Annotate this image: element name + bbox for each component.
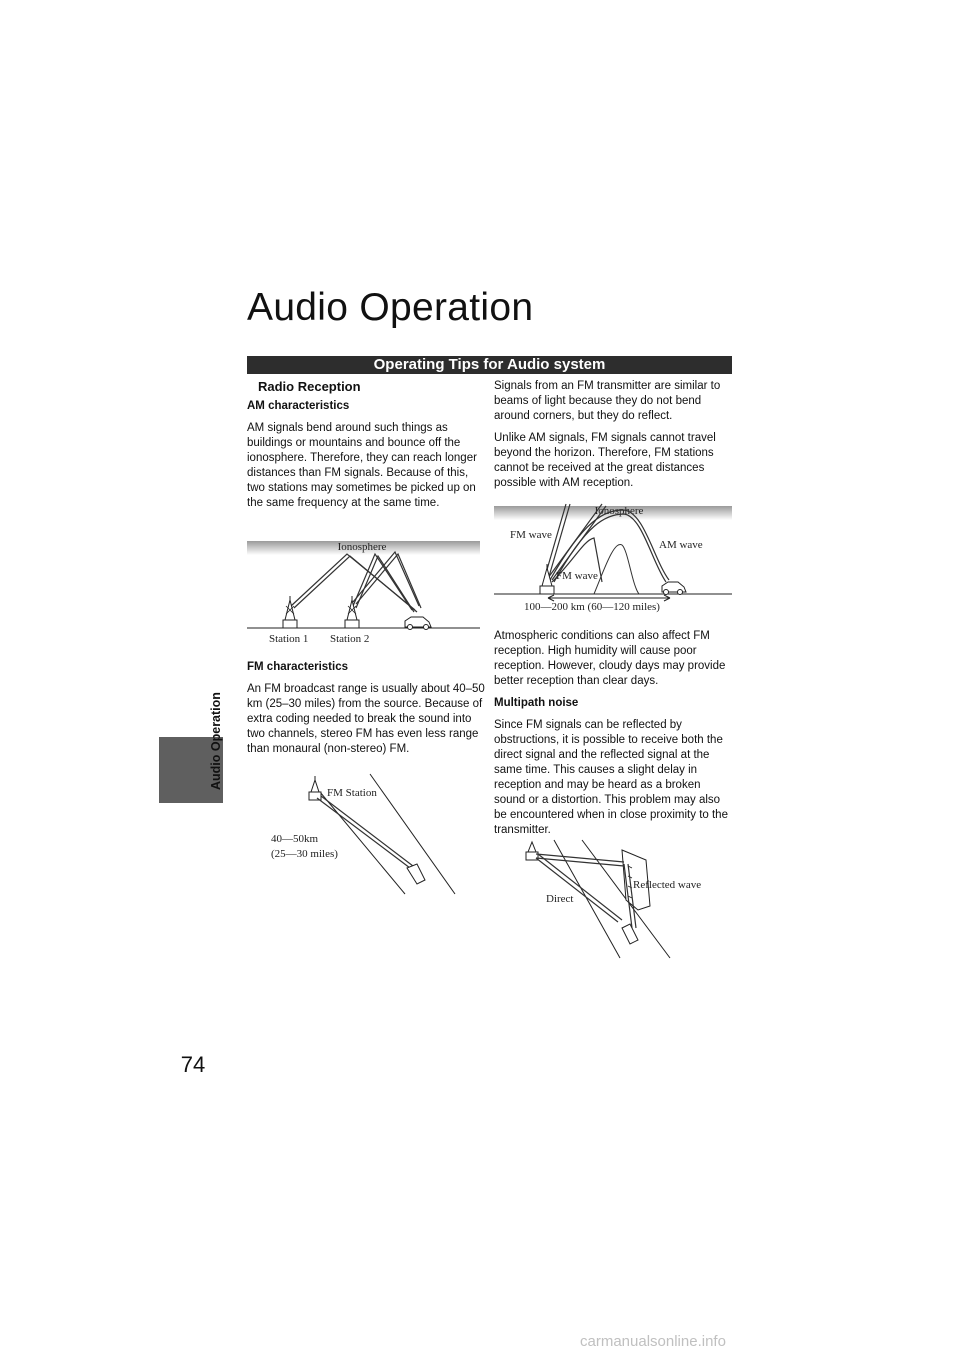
mountain (594, 544, 639, 594)
station-2-tower-icon (345, 596, 359, 628)
am-heading: AM characteristics (247, 400, 350, 412)
am-text: AM signals bend around such things as buildings or mountains and bounce off the ionosphere. Therefore, they can reach longer distances than FM signals. Because of this, two stations may sometimes be picked up on the same frequency at the same time. (247, 422, 477, 509)
section-banner: Operating Tips for Audio system (247, 356, 732, 374)
left-column-top (247, 379, 487, 518)
atmospheric-text: Atmospheric conditions can also affect FM reception. High humidity will cause poor reception. However, cloudy days may provide better reception than clear days. (494, 630, 726, 687)
fm-heading: FM characteristics (247, 661, 348, 673)
range-miles-label: (25—30 miles) (271, 848, 338, 860)
station-1-label: Station 1 (269, 633, 309, 645)
distance-label: 100—200 km (60—120 miles) (524, 601, 660, 613)
am-figure (247, 536, 482, 648)
multipath-text: Since FM signals can be reflected by obstructions, it is possible to receive both the direct signal and the reflected signal at the same time. This causes a slight delay in reception and may be heard as a broken sound or a distortion. This problem may also be encountered when in close proximity to the transmitter. (494, 719, 728, 836)
watermark: carmanualsonline.info (580, 1333, 726, 1350)
ionosphere-label: Ionosphere (594, 505, 644, 517)
right-column-top (494, 379, 734, 498)
fm-range-figure (265, 772, 465, 898)
am-wave-label: AM wave (659, 539, 703, 551)
signal-paths (536, 854, 636, 928)
fm-station-label: FM Station (327, 787, 377, 799)
waves-figure (494, 500, 734, 616)
page-number: 74 (180, 1052, 206, 1077)
right-column-lower (494, 629, 734, 845)
station-1-tower-icon (283, 596, 297, 628)
multipath-heading: Multipath noise (494, 697, 579, 709)
fm-wave-lower-label: FM wave (556, 570, 598, 582)
ionosphere-label: Ionosphere (337, 541, 387, 553)
car-icon (662, 582, 686, 595)
fm-wave-upper-label: FM wave (510, 529, 552, 541)
fm-horizon-text: Unlike AM signals, FM signals cannot travel beyond the horizon. Therefore, FM stations cannot be received at the great distances possible with AM reception. (494, 432, 716, 489)
road-edge-left (320, 792, 405, 894)
multipath-figure (520, 836, 720, 960)
fm-text: An FM broadcast range is usually about 40–50 km (25–30 miles) from the source. Because of extra coding needed to break the sound into two channels, stereo FM has even less range than monaural (non-stereo) FM. (247, 683, 485, 755)
am-waves (291, 552, 421, 612)
car-icon (407, 864, 425, 884)
left-column-fm (247, 660, 487, 764)
reflected-wave-label: Reflected wave (633, 879, 702, 891)
page-title: Audio Operation (247, 286, 534, 329)
section-heading: Radio Reception (258, 379, 361, 394)
direct-label: Direct (546, 893, 574, 905)
fm-beam-text: Signals from an FM transmitter are similar to beams of light because they do not bend around corners, but they do reflect. (494, 380, 721, 422)
fm-station-tower-icon (309, 776, 321, 800)
station-2-label: Station 2 (330, 633, 370, 645)
tower-icon (526, 842, 538, 860)
range-km-label: 40—50km (271, 833, 319, 845)
